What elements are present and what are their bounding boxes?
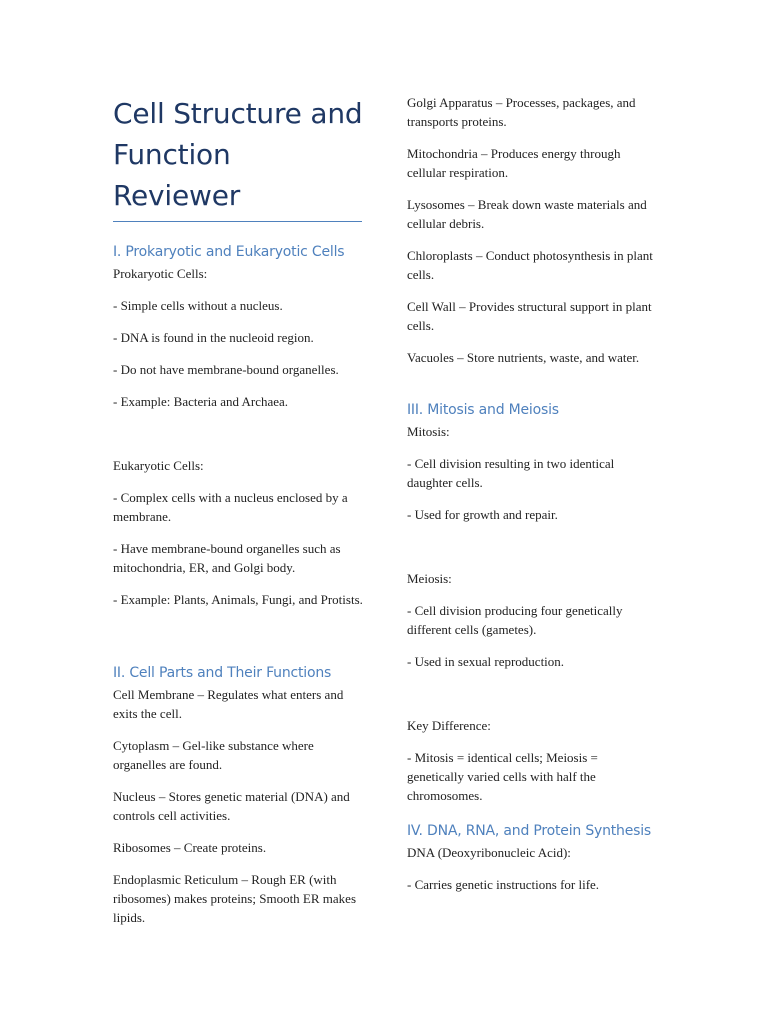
spacer	[113, 424, 363, 456]
list-item: - Simple cells without a nucleus.	[113, 298, 283, 313]
section-heading: II. Cell Parts and Their Functions	[113, 665, 332, 681]
section-heading: III. Mitosis and Meiosis	[407, 402, 559, 418]
section-dna-rna	[407, 821, 657, 907]
spacer	[407, 537, 657, 569]
title-underline	[113, 221, 362, 222]
meiosis-label: Meiosis:	[407, 571, 452, 586]
list-item: Mitochondria – Produces energy through cellular respiration.	[407, 146, 621, 180]
spacer	[407, 684, 657, 716]
list-item: - Example: Bacteria and Archaea.	[113, 394, 289, 409]
prokaryotic-label: Prokaryotic Cells:	[113, 266, 208, 281]
list-item: - Used in sexual reproduction.	[407, 654, 565, 669]
list-item: Endoplasmic Reticulum – Rough ER (with ribosomes) makes proteins; Smooth ER makes lipids.	[113, 872, 357, 925]
section-heading: I. Prokaryotic and Eukaryotic Cells	[113, 244, 345, 260]
list-item: Cell Membrane – Regulates what enters and exits the cell.	[113, 687, 344, 721]
mitosis-label: Mitosis:	[407, 424, 450, 439]
section-heading: IV. DNA, RNA, and Protein Synthesis	[407, 823, 652, 839]
title-line: Reviewer	[113, 179, 241, 212]
list-item: - Cell division producing four genetically different cells (gametes).	[407, 603, 623, 637]
section-cell-parts	[113, 663, 363, 940]
list-item: Vacuoles – Store nutrients, waste, and water.	[407, 350, 640, 365]
list-item: - Complex cells with a nucleus enclosed by a membrane.	[113, 490, 348, 524]
list-item: Lysosomes – Break down waste materials and cellular debris.	[407, 197, 647, 231]
list-item: - Carries genetic instructions for life.	[407, 877, 600, 892]
list-item: - Cell division resulting in two identical daughter cells.	[407, 456, 615, 490]
list-item: - Mitosis = identical cells; Meiosis = genetically varied cells with half the chromosomes.	[407, 750, 598, 803]
list-item: - Example: Plants, Animals, Fungi, and Protists.	[113, 592, 363, 607]
list-item: - DNA is found in the nucleoid region.	[113, 330, 314, 345]
title-line: Function	[113, 138, 231, 171]
section-prokaryotic-eukaryotic	[113, 242, 363, 622]
section-mitosis-meiosis	[407, 400, 657, 818]
list-item: Cell Wall – Provides structural support in plant cells.	[407, 299, 652, 333]
list-item: Golgi Apparatus – Processes, packages, and transports proteins.	[407, 95, 636, 129]
section-cell-parts-continued	[407, 93, 657, 380]
list-item: - Do not have membrane-bound organelles.	[113, 362, 339, 377]
document-title	[113, 93, 363, 216]
list-item: - Have membrane-bound organelles such as mitochondria, ER, and Golgi body.	[113, 541, 341, 575]
list-item: Chloroplasts – Conduct photosynthesis in plant cells.	[407, 248, 653, 282]
eukaryotic-label: Eukaryotic Cells:	[113, 458, 204, 473]
title-line: Cell Structure and	[113, 97, 363, 130]
key-difference-label: Key Difference:	[407, 718, 491, 733]
list-item: Ribosomes – Create proteins.	[113, 840, 267, 855]
list-item: Cytoplasm – Gel-like substance where organelles are found.	[113, 738, 314, 772]
list-item: - Used for growth and repair.	[407, 507, 558, 522]
dna-label: DNA (Deoxyribonucleic Acid):	[407, 845, 571, 860]
list-item: Nucleus – Stores genetic material (DNA) and controls cell activities.	[113, 789, 350, 823]
